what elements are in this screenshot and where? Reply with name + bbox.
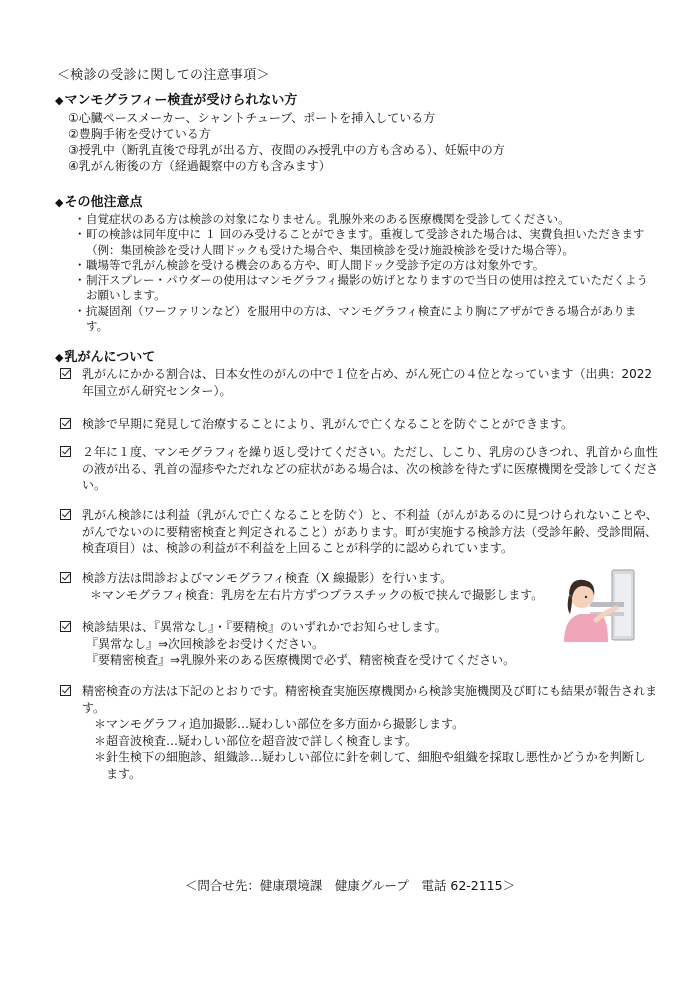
- check-item: 検診方法は問診およびマンモグラフィ検査（X 線撮影）を行います。 ＊マンモグラフィ検査：乳房を左右片方ずつプラスチックの板で挟んで撮影します。: [60, 570, 660, 603]
- diamond-icon: ◆: [55, 94, 64, 107]
- list-item: ・ 制汗スプレー・パウダーの使用はマンモグラフィ撮影の妨げとなりますので当日の使用は控えていただくようお願いします。: [74, 273, 648, 303]
- list-item: ②豊胸手術を受けている方: [68, 127, 211, 141]
- check-item: 検診で早期に発見して治療することにより、乳がんで亡くなることを防ぐことができます。: [60, 416, 660, 433]
- sub-note: ＊超音波検査…疑わしい部位を超音波で詳しく検査します。: [94, 733, 418, 748]
- bullet-icon: ・: [74, 257, 86, 272]
- check-item: ２年に１度、マンモグラフィを繰り返し受けてください。ただし、しこり、乳房のひきつれ、乳首から血性の液が出る、乳首の湿疹やただれなどの症状がある場合は、次の検診を待たずに医療機関を受診してください。: [60, 444, 660, 494]
- bullet-icon: ・: [74, 227, 86, 242]
- diamond-icon: ◆: [55, 196, 64, 209]
- checkbox-icon: [60, 685, 71, 696]
- check-item: 検診結果は、『異常なし』・『要精検』のいずれかでお知らせします。 『異常なし』⇒次回検診をお受けください。 『要精密検査』⇒乳腺外来のある医療機関で必ず、精密検査を受けてください。: [60, 619, 660, 669]
- checkbox-icon: [60, 368, 71, 379]
- sub-note: ＊マンモグラフィ追加撮影…疑わしい部位を多方面から撮影します。: [94, 717, 465, 731]
- check-item: 精密検査の方法は下記のとおりです。精密検査実施医療機関から検診実施機関及び町にも結果が報告されます。 ＊マンモグラフィ追加撮影…疑わしい部位を多方面から撮影します。 ＊超音波検査…疑わしい部位を超音波で詳しく検査します。 ＊針生検下の細胞診、組織診…疑わしい部位に針を刺して、細胞や組織を採取し悪性かどうかを判断します。: [60, 683, 660, 782]
- sub-note: ＊針生検下の細胞診、組織診…疑わしい部位に針を刺して、細胞や組織を採取し悪性かどうかを判断します。: [94, 750, 646, 781]
- sub-note: ＊マンモグラフィ検査：乳房を左右片方ずつプラスチックの板で挟んで撮影します。: [90, 587, 544, 602]
- diamond-icon: ◆: [55, 351, 64, 364]
- list-item: ・ 抗凝固剤（ワーファリンなど）を服用中の方は、マンモグラフィ検査により胸にアザができる場合があります。: [74, 303, 637, 334]
- check-item: 乳がん検診には利益（乳がんで亡くなることを防ぐ）と、不利益（がんがあるのに見つけられないことや、がんでないのに要精密検査と判定されること）があります。町が実施する検診方法（受診年齢、受診間隔、検査項目）は、検診の利益が不利益を上回ることが科学的に認められています。: [60, 507, 660, 557]
- sub-note: 『要精密検査』⇒乳腺外来のある医療機関で必ず、精密検査を受けてください。: [86, 653, 516, 667]
- list-item: ①心臓ペースメーカー、シャントチューブ、ポートを挿入している方: [68, 111, 436, 125]
- list-item: ・ 職場等で乳がん検診を受ける機会のある方や、町人間ドック受診予定の方は対象外です。: [74, 257, 545, 272]
- list-item: ・ 町の検診は同年度中に １ 回のみ受けることができます。重複して受診された場合は、実費負担いただきます（例：集団検診を受け人間ドックも受けた場合や、集団検診を受け施設検診を受けた場合等）。: [74, 227, 645, 257]
- list-item: ・ 自覚症状のある方は検診の対象になりません。乳腺外来のある医療機関を受診してください。: [74, 212, 570, 226]
- checkbox-icon: [60, 446, 71, 457]
- document-title: ＜検診の受診に関しての注意事項＞: [57, 68, 270, 83]
- section-heading-cancer: ◆乳がんについて: [55, 350, 156, 365]
- sub-note: 『異常なし』⇒次回検診をお受けください。: [86, 636, 325, 651]
- contact-info: ＜問合せ先：健康環境課 健康グループ 電話 62-2115＞: [184, 878, 516, 893]
- cannot-list: [68, 110, 505, 174]
- checkbox-icon: [60, 572, 71, 583]
- section-heading-cannot: ◆マンモグラフィー検査が受けられない方: [55, 93, 298, 108]
- section-heading-other: ◆その他注意点: [55, 195, 143, 210]
- checkbox-icon: [60, 418, 71, 429]
- bullet-icon: ・: [74, 212, 86, 226]
- list-item: ④乳がん術後の方（経過観察中の方も含みます）: [68, 159, 331, 173]
- checkbox-icon: [60, 621, 71, 632]
- bullet-icon: ・: [74, 303, 86, 318]
- other-notes-list: [74, 212, 649, 334]
- checkbox-icon: [60, 509, 71, 520]
- bullet-icon: ・: [74, 273, 86, 288]
- list-item: ③授乳中（断乳直後で母乳が出る方、夜間のみ授乳中の方も含める）、妊娠中の方: [68, 143, 505, 157]
- check-item: 乳がんにかかる割合は、日本女性のがんの中で１位を占め、がん死亡の４位となっています（出典：2022 年国立がん研究センター）。: [60, 366, 660, 399]
